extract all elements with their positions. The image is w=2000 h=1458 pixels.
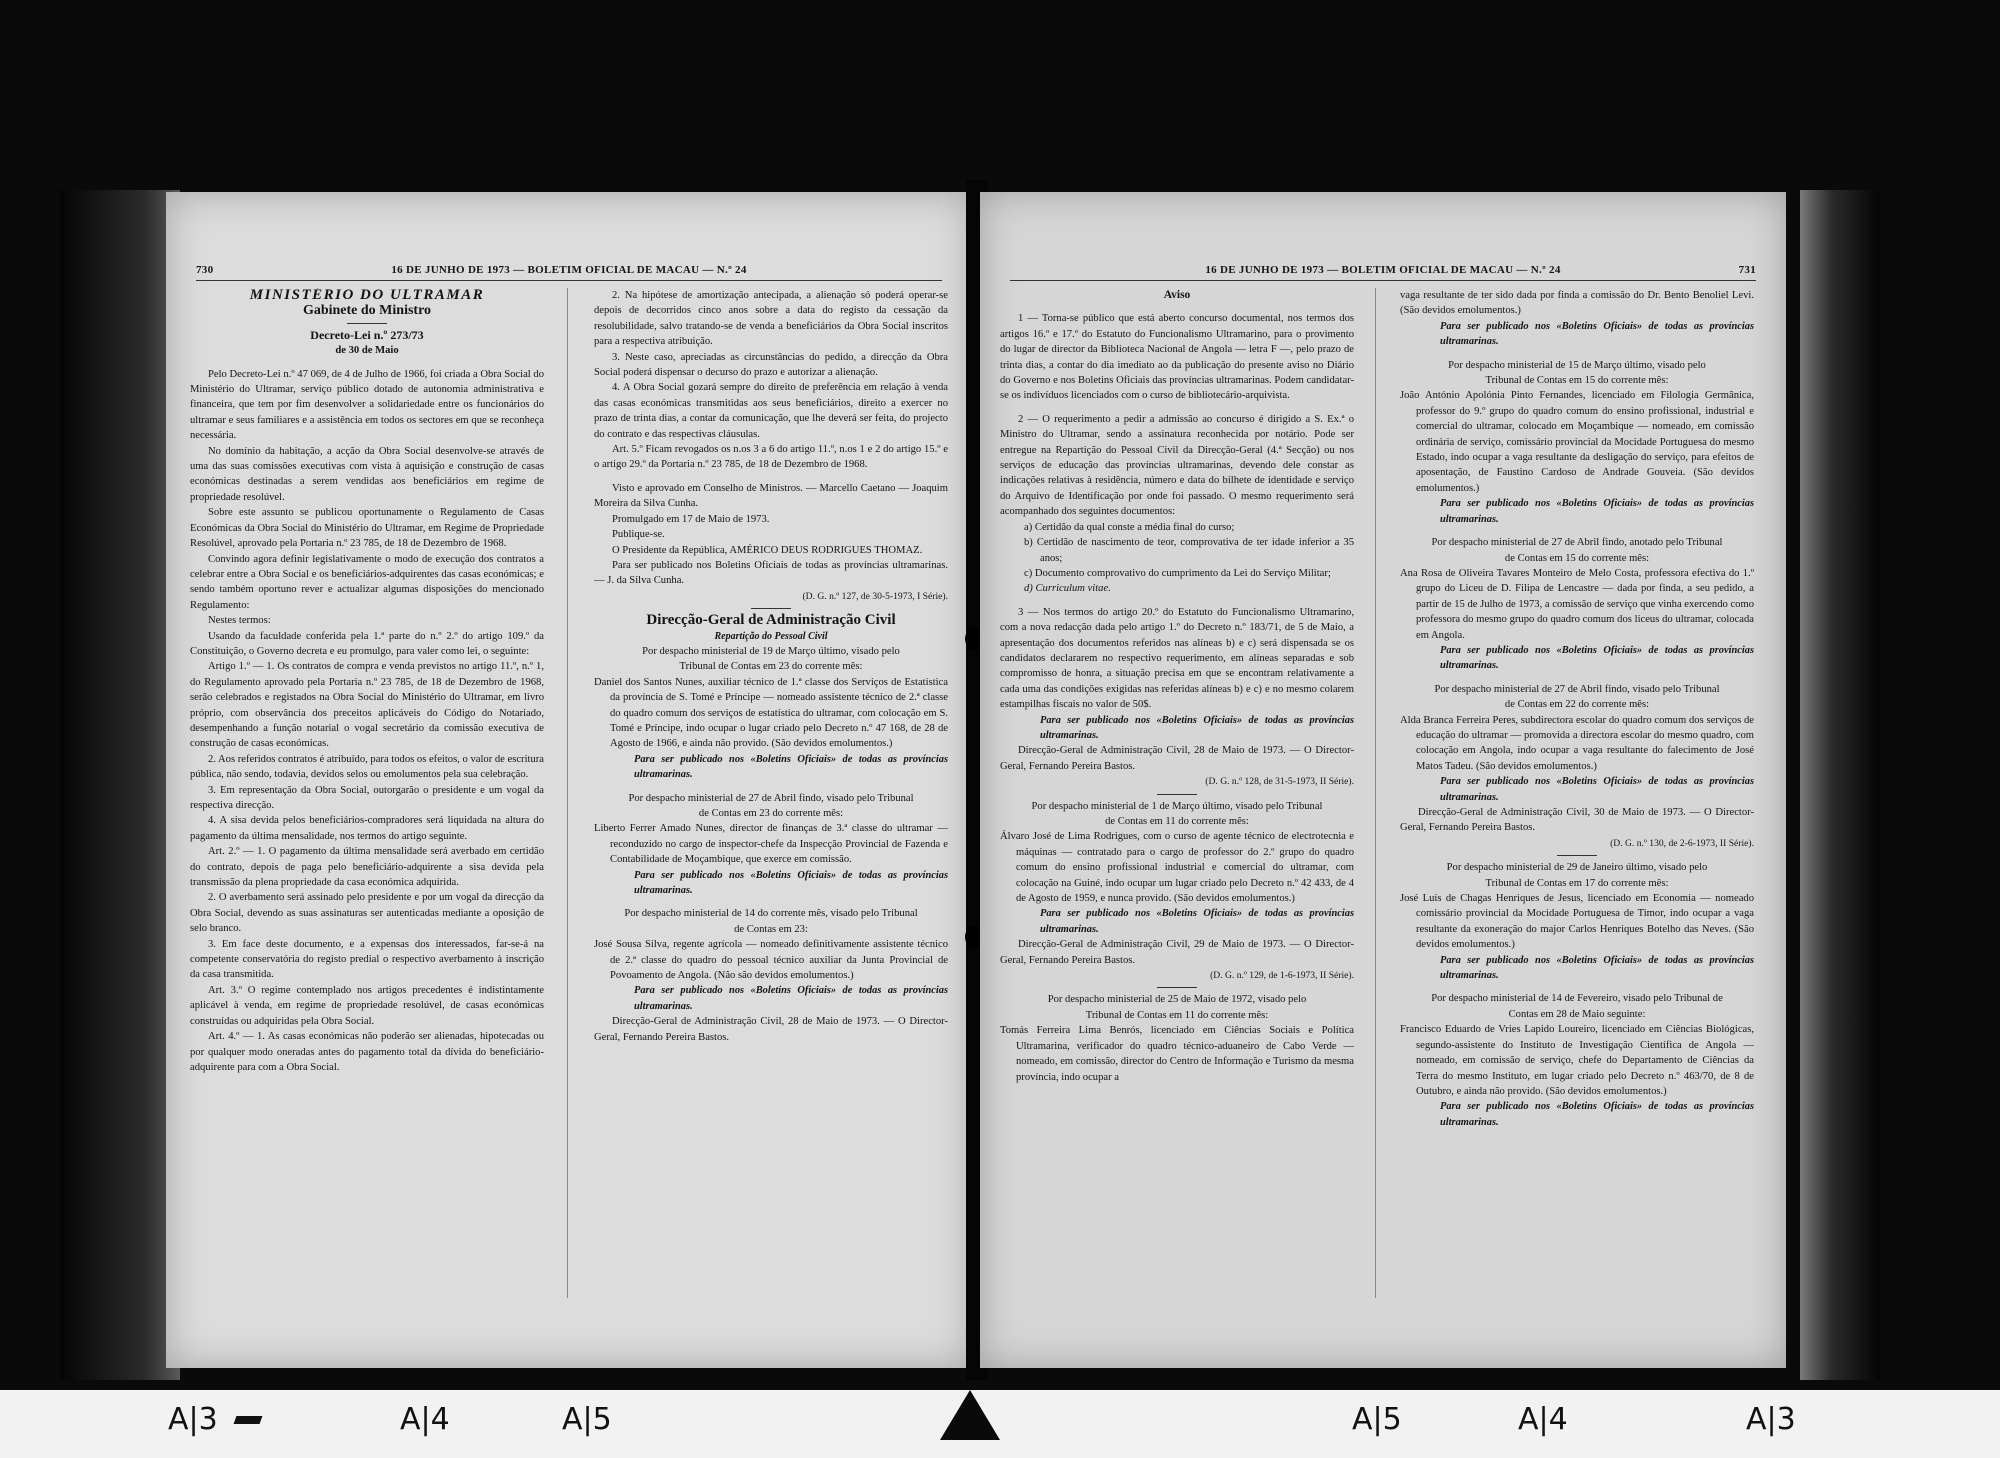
dispatch-intro: Por despacho ministerial de 14 do corrente mês, visado pelo Tribunal de Contas em 23: <box>624 908 918 935</box>
dispatch-body: José Sousa Silva, regente agrícola — nomeado definitivamente assistente técnico de 2.ª classe do quadro do pessoal técnico auxiliar da Junta Provincial de Povoamento de Angola. (Não são devidos emolumentos.) <box>594 939 948 982</box>
left-column-2 <box>594 288 948 1308</box>
paragraph: Art. 4.º — 1. As casas económicas não poderão ser alienadas, hipotecadas ou por qualquer modo oneradas antes do pagamento total da dívida do beneficiário-adquirente para com a Obra Social. <box>190 1031 544 1073</box>
paragraph: vaga resultante de ter sido dada por finda a comissão do Dr. Bento Benoliel Levi. (São devidos emolumentos.) <box>1400 290 1754 317</box>
film-tick <box>234 1416 263 1424</box>
paragraph: Sobre este assunto se publicou oportunamente o Regulamento de Casas Económicas da Obra Social do Ministério do Ultramar, em Regime de Propriedade Resolúvel, aprovado pela Portaria n.º 23 785, de 18 de Dezembro de 1968. <box>190 507 544 550</box>
left-page <box>166 192 972 1368</box>
publication-note: Para ser publicado nos «Boletins Oficiais» de todas as províncias ultramarinas. <box>1440 1101 1754 1128</box>
paragraph: 2. O averbamento será assinado pelo presidente e por um vogal da direcção da Obra Social, devendo as suas assinaturas ser autenticadas mediante a oposição de selo branco. <box>190 892 544 935</box>
paragraph: Publique-se. <box>612 529 665 541</box>
cabinet-heading: Gabinete do Ministro <box>302 303 432 319</box>
gazette-reference: (D. G. n.º 128, de 31-5-1973, II Série). <box>1205 776 1354 788</box>
dispatch-body: José Luís de Chagas Henriques de Jesus, licenciado em Economia — nomeado comissário provincial da Mocidade Portuguesa de Timor, indo ocupar a vaga resultante da exoneração do major Carlos Henriques Botelho das Neves. (São devidos emolumentos.) <box>1400 893 1754 951</box>
paragraph: Promulgado em 17 de Maio de 1973. <box>612 513 770 525</box>
dispatch-intro: Por despacho ministerial de 27 de Abril findo, visado pelo Tribunal de Contas em 23 do corrente mês: <box>628 792 914 819</box>
divider <box>1557 855 1597 856</box>
dispatch-body: Álvaro José de Lima Rodrigues, com o curso de agente técnico de electrotecnia e máquinas — contratado para o cargo de professor do 2.º grupo do quadro comum do ensino profissional industrial e comercial do ultramar, com colocação na Guiné, indo ocupar um lugar criado pelo Decreto n.º 42 433, de 4 de Agosto de 1959, e nunca provido. (São devidos emolumentos.) <box>1000 831 1354 905</box>
paragraph: No domínio da habitação, a acção da Obra Social desenvolve-se através de uma das suas comissões executivas com vista à aquisição e construção de casas económicas destinadas a serem vendidas aos beneficiários em regime de propriedade resolúvel. <box>190 445 544 503</box>
publication-note: Para ser publicado nos «Boletins Oficiais» de todas as províncias ultramarinas. <box>1440 320 1754 348</box>
ministry-heading: MINISTÉRIO DO ULTRAMAR <box>249 288 485 303</box>
list-item: d) Curriculum vitae. <box>1024 583 1111 595</box>
dispatch-intro: Por despacho ministerial de 25 de Maio de 1972, visado pelo Tribunal de Contas em 11 do corrente mês: <box>1047 994 1307 1021</box>
paragraph: O Presidente da República, AMÉRICO DEUS RODRIGUES THOMAZ. <box>612 544 923 556</box>
decree-heading: Decreto-Lei n.º 273/73 <box>310 327 424 342</box>
paragraph: 2. Aos referidos contratos é atribuído, para todos os efeitos, o valor de escritura pública, não sendo, todavia, devidos selos ou emolumentos pela sua celebração. <box>190 753 544 781</box>
paragraph: 4. A sisa devida pelos beneficiários-compradores será liquidada na altura do pagamento da última mensalidade, nos termos do artigo seguinte. <box>190 815 544 842</box>
dispatch-body: Alda Branca Ferreira Peres, subdirectora escolar do quadro comum dos serviços de educação do ultramar — promovida a directora escolar do mesmo quadro, com colocação em Angola, indo ocupar a vaga resultante do falecimento de José Matos Tadeu. (São devidos emolumentos.) <box>1400 714 1754 772</box>
divider <box>347 323 387 324</box>
gazette-reference: (D. G. n.º 129, de 1-6-1973, II Série). <box>1210 970 1354 982</box>
publication-note: Para ser publicado nos «Boletins Oficiais» de todas as províncias ultramarinas. <box>1440 644 1754 672</box>
publication-note: Para ser publicado nos «Boletins Oficiais» de todas as províncias ultramarinas. <box>634 869 948 897</box>
paragraph: Art. 5.º Ficam revogados os n.os 3 a 6 do artigo 11.º, n.os 1 e 2 do artigo 15.º e o artigo 29.º da Portaria n.º 23 785, de 18 de Dezembro de 1968. <box>594 444 948 471</box>
right-running-head <box>1010 262 1756 281</box>
list-item: a) Certidão da qual conste a média final do curso; <box>1024 521 1235 533</box>
right-head-title: 16 DE JUNHO DE 1973 — BOLETIM OFICIAL DE MACAU — N.º 24 <box>1205 264 1561 276</box>
film-edge-left <box>60 190 180 1380</box>
paragraph: Usando da faculdade conferida pela 1.ª parte do n.º 2.º do artigo 109.º da Constituição, o Governo decreta e eu promulgo, para valer como lei, o seguinte: <box>190 630 544 657</box>
paragraph: Visto e aprovado em Conselho de Ministros. — Marcello Caetano — Joaquim Moreira da Silva Cunha. <box>594 482 948 510</box>
gazette-reference: (D. G. n.º 130, de 2-6-1973, II Série). <box>1610 837 1754 849</box>
dispatch-intro: Por despacho ministerial de 19 de Março último, visado pelo Tribunal de Contas em 23 do corrente mês: <box>642 645 900 673</box>
left-head-title: 16 DE JUNHO DE 1973 — BOLETIM OFICIAL DE MACAU — N.º 24 <box>391 264 747 276</box>
publication-note: Para ser publicado nos «Boletins Oficiais» de todas as províncias ultramarinas. <box>634 753 948 781</box>
signature-line: Direcção-Geral de Administração Civil, 30 de Maio de 1973. — O Director-Geral, Fernando Pereira Bastos. <box>1400 807 1754 834</box>
publication-note: Para ser publicado nos «Boletins Oficiais» de todas as províncias ultramarinas. <box>1440 498 1754 525</box>
column-rule <box>567 288 568 1298</box>
publication-note: Para ser publicado nos «Boletins Oficiais» de todas as províncias ultramarinas. <box>1440 954 1754 982</box>
divider <box>751 608 791 609</box>
directorate-heading: Direcção-Geral de Administração Civil <box>646 612 896 629</box>
left-column-1 <box>190 288 544 1308</box>
right-page <box>980 192 1786 1368</box>
dispatch-body: Daniel dos Santos Nunes, auxiliar técnico de 1.ª classe dos Serviços de Estatística da província de S. Tomé e Príncipe — nomeado assistente técnico de 2.ª classe do quadro comum dos serviços de estatística do ultramar, com colocação em S. Tomé e Príncipe, indo ocupar o lugar criado pelo Decreto n.º 47 168, de 28 de Agosto de 1966, e ainda não provido. (São devidos emolumentos.) <box>594 676 948 750</box>
paragraph: Art. 2.º — 1. O pagamento da última mensalidade será averbado em certidão do contrato, depois de paga pelo beneficiário-adquirente a sisa devida pela transmissão da plena propriedade da casa económica adquirida. <box>190 846 544 889</box>
dispatch-body: Ana Rosa de Oliveira Tavares Monteiro de Melo Costa, professora efectiva do 1.º grupo do Liceu de D. Filipa de Lencastre — dada por finda, a seu pedido, a partir de 15 de Julho de 1973, a comissão de serviço que vinha exercendo como professora do mesmo grupo do quadro comum dos liceus do ultramar, colocada em Angola. <box>1400 567 1754 641</box>
gazette-reference: (D. G. n.º 127, de 30-5-1973, I Série). <box>802 590 948 602</box>
dispatch-intro: Por despacho ministerial de 29 de Janeiro último, visado pelo Tribunal de Contas em 17 do corrente mês: <box>1446 862 1708 889</box>
right-page-number: 731 <box>1738 264 1756 276</box>
frame-marker: A|3 <box>1746 1402 1796 1437</box>
frame-marker: A|4 <box>400 1402 450 1437</box>
signature-line: Direcção-Geral de Administração Civil, 28 de Maio de 1973. — O Director-Geral, Fernando Pereira Bastos. <box>1000 745 1354 772</box>
divider <box>1157 987 1197 988</box>
paragraph: Convindo agora definir legislativamente o modo de execução dos contratos a celebrar entre a Obra Social e os beneficiários-adquirentes das casas económicas; e sendo também oportuno rever e actualizar algumas disposições do mencionado Regulamento: <box>190 553 544 611</box>
paragraph: Nestes termos: <box>208 615 271 627</box>
divider <box>1157 794 1197 795</box>
frame-marker: A|4 <box>1518 1402 1568 1437</box>
paragraph: 3. Em representação da Obra Social, outorgarão o presidente e um vogal da respectiva direcção. <box>190 784 544 811</box>
decree-date: de 30 de Maio <box>335 345 399 357</box>
paragraph: Art. 3.º O regime contemplado nos artigos precedentes é indistintamente aplicável à venda, em regime de propriedade resolúvel, de casas económicas construídas ou adquiridas pela Obra Social. <box>190 984 544 1027</box>
frame-marker: A|5 <box>562 1402 612 1437</box>
dispatch-body: Tomás Ferreira Lima Benrós, licenciado em Ciências Sociais e Política Ultramarina, verificador do quadro técnico-aduaneiro de Cabo Verde — nomeado, em comissão, director do Centro de Informação e Turismo da mesma província, indo ocupar a <box>1000 1025 1354 1083</box>
right-column-1 <box>1000 288 1354 1308</box>
signature-line: Direcção-Geral de Administração Civil, 28 de Maio de 1973. — O Director-Geral, Fernando Pereira Bastos. <box>594 1016 948 1043</box>
left-page-number: 730 <box>196 264 214 276</box>
publication-note: Para ser publicado nos «Boletins Oficiais» de todas as províncias ultramarinas. <box>1040 714 1354 741</box>
right-column-2 <box>1400 288 1754 1308</box>
dispatch-body: João António Apolónia Pinto Fernandes, licenciado em Filologia Germânica, professor do 9.º grupo do quadro comum do ensino profissional, industrial e comercial do ultramar, colocado em Moçambique — nomeado, em comissão ordinária de serviço, comissário provincial da Mocidade Portuguesa do mesmo Estado, indo ocupar a vaga resultante da desligação do serviço, para efeitos de aposentação, de Faustino Cardoso de Andrade Gouveia. (São devidos emolumentos.) <box>1400 390 1754 494</box>
list-item: b) Certidão de nascimento de teor, comprovativa de ter idade inferior a 35 anos; <box>1024 537 1354 564</box>
department-heading: Repartição do Pessoal Civil <box>714 630 828 642</box>
film-notch <box>940 1390 1000 1440</box>
signature-line: Direcção-Geral de Administração Civil, 29 de Maio de 1973. — O Director-Geral, Fernando Pereira Bastos. <box>1000 939 1354 966</box>
dispatch-body: Francisco Eduardo de Vries Lapido Loureiro, licenciado em Ciências Biológicas, segundo-assistente do Instituto de Investigação Científica de Angola — nomeado, em comissão de serviço, chefe do Departamento de Ciências da Terra do mesmo Instituto, em lugar criado pelo Decreto n.º 463/70, de 8 de Outubro, e ainda não provido. (São devidos emolumentos.) <box>1400 1024 1754 1097</box>
paragraph: Artigo 1.º — 1. Os contratos de compra e venda previstos no artigo 11.º, n.º 1, do Regulamento aprovado pela Portaria n.º 23 785, de 18 de Dezembro de 1968, serão celebrados e registados na Obra Social do Ministério do Ultramar, em livro próprio, com observância dos preceitos aplicáveis do Código do Notariado, desempenhando a função notarial o vogal secretário da comissão executiva de construção de casas económicas. <box>190 661 544 750</box>
publication-note: Para ser publicado nos «Boletins Oficiais» de todas as províncias ultramarinas. <box>1440 776 1754 803</box>
left-running-head <box>196 262 942 281</box>
dispatch-intro: Por despacho ministerial de 1 de Março último, visado pelo Tribunal de Contas em 11 do corrente mês: <box>1031 800 1323 827</box>
dispatch-intro: Por despacho ministerial de 15 de Março último, visado pelo Tribunal de Contas em 15 do corrente mês: <box>1448 359 1706 387</box>
film-strip <box>0 1390 2000 1458</box>
publication-note: Para ser publicado nos «Boletins Oficiais» de todas as províncias ultramarinas. <box>634 985 948 1012</box>
dispatch-intro: Por despacho ministerial de 27 de Abril findo, anotado pelo Tribunal de Contas em 15 do corrente mês: <box>1431 537 1723 564</box>
paragraph: 2 — O requerimento a pedir a admissão ao concurso é dirigido a S. Ex.ª o Ministro do Ultramar, sendo a assinatura reconhecida por notário. Pode ser entregue na Repartição do Pessoal Civil da Direcção-Geral (4.ª Secção) ou nos serviços de educação das províncias ultramarinas, devendo dele constar as indicações relativas à residência, número e data do bilhete de identidade e serviço do Arquivo de Identificação por onde foi passado. O mesmo requerimento será acompanhado dos seguintes documentos: <box>1000 413 1354 518</box>
dispatch-body: Liberto Ferrer Amado Nunes, director de finanças de 3.ª classe do ultramar — reconduzido no cargo de inspector-chefe da Inspecção Provincial de Fazenda e Contabilidade de Moçambique, que exerce em comissão. <box>594 823 948 866</box>
paragraph: 4. A Obra Social gozará sempre do direito de preferência em relação à venda das casas económicas transmitidas aos seus beneficiários, direito a exercer no prazo de trinta dias, a contar da comunicação, que lhe deverá ser feita, do projecto do contrato e das respectivas cláusulas. <box>594 382 948 440</box>
paragraph: 3 — Nos termos do artigo 20.º do Estatuto do Funcionalismo Ultramarino, com a nova redacção dada pelo artigo 1.º do Decreto n.º 183/71, de 5 de Maio, a apresentação dos documentos referidos nas alíneas b) e c) será dispensada se os candidatos declararem no respectivo requerimento, em alíneas separadas e sob compromisso de honra, a situação precisa em que se encontram relativamente a cada uma das condições exigidas nas referidas alíneas b) e c) e no mesmo colarem estampilhas fiscais no valor de 50$. <box>1000 606 1354 711</box>
paragraph: Pelo Decreto-Lei n.º 47 069, de 4 de Julho de 1966, foi criada a Obra Social do Ministério do Ultramar, serviço público dotado de autonomia administrativa e financeira, que tem por fim desenvolver a solidariedade entre os funcionários do ultramar e seus familiares e a assistência em todos os sectores em que se reconheça necessária. <box>190 368 544 442</box>
paragraph: 2. Na hipótese de amortização antecipada, a alienação só poderá operar-se depois de decorridos cinco anos sobre a data do registo da cessação da resolubilidade, salvo tratando-se de venda a beneficiários da Obra Social inscritos para a respectiva atribuição. <box>594 290 948 348</box>
list-item: c) Documento comprovativo do cumprimento da Lei do Serviço Militar; <box>1024 567 1331 579</box>
dispatch-intro: Por despacho ministerial de 14 de Fevereiro, visado pelo Tribunal de Contas em 28 de Maio seguinte: <box>1431 993 1723 1020</box>
paragraph: 3. Em face deste documento, e a expensas dos interessados, far-se-á na competente conservatória do registo predial o respectivo averbamento à inscrição da casa transmitida. <box>190 938 544 981</box>
paragraph: 1 — Torna-se público que está aberto concurso documental, nos termos dos artigos 16.º e 17.º do Estatuto do Funcionalismo Ultramarino, para o provimento do lugar de director da Biblioteca Nacional de Angola — letra F —, pelo prazo de trinta dias, a contar do dia imediato ao da publicação do presente aviso no Diário do Governo e nos Boletins Oficiais das províncias ultramarinas. Podem candidatar-se os indivíduos licenciados com o curso de bibliotecário-arquivista. <box>1000 313 1354 402</box>
paragraph: Para ser publicado nos Boletins Oficiais de todas as províncias ultramarinas. — J. da Silva Cunha. <box>594 559 948 587</box>
notice-heading: Aviso <box>1163 289 1191 301</box>
frame-marker: A|5 <box>1352 1402 1402 1437</box>
frame-marker: A|3 <box>168 1402 218 1437</box>
column-rule <box>1375 288 1376 1298</box>
dispatch-intro: Por despacho ministerial de 27 de Abril findo, visado pelo Tribunal de Contas em 22 do corrente mês: <box>1434 683 1720 711</box>
film-edge-right <box>1800 190 1880 1380</box>
publication-note: Para ser publicado nos «Boletins Oficiais» de todas as províncias ultramarinas. <box>1040 908 1354 935</box>
paragraph: 3. Neste caso, apreciadas as circunstâncias do pedido, a direcção da Obra Social poderá dispensar o decurso do prazo e autorizar a alienação. <box>594 351 948 379</box>
